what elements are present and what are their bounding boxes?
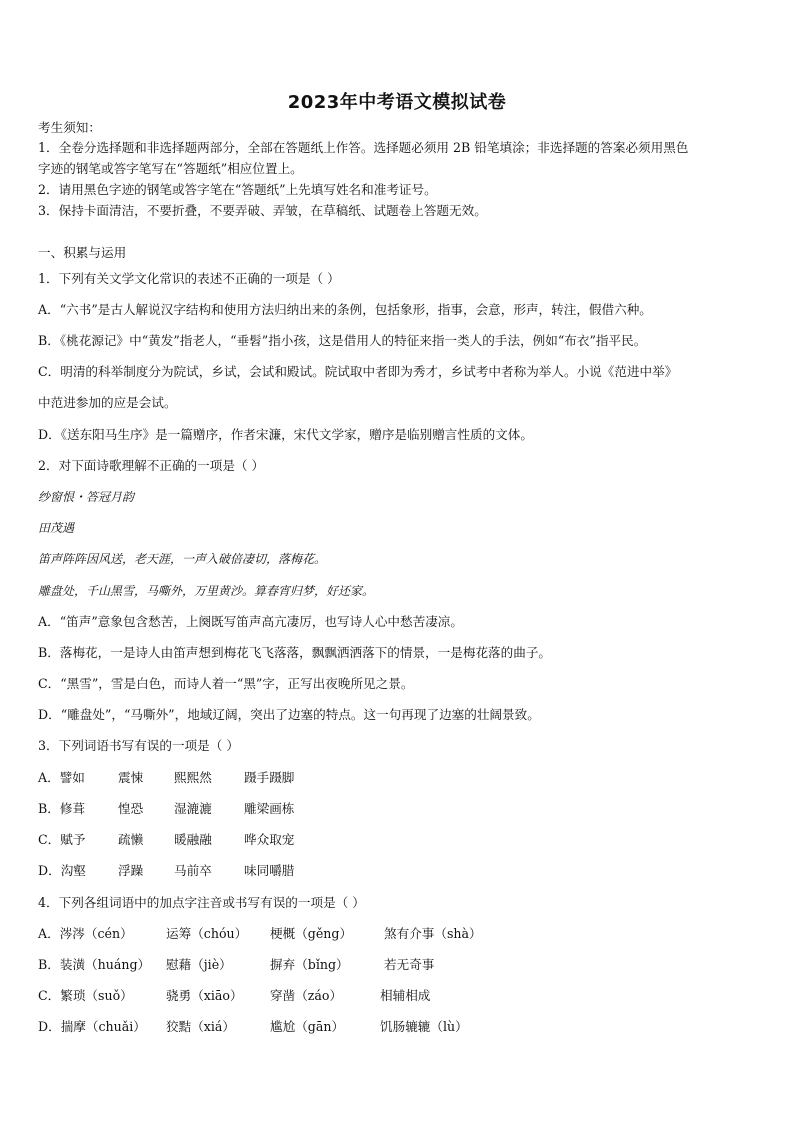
q3-d-word-2: 浮躁 (118, 863, 144, 878)
q1-option-b: B．《桃花源记》中“黄发”指老人，“垂髫”指小孩，这是借用人的特征来指一类人的手法，例如“布衣”指平民。 (38, 333, 647, 348)
q4-b-word-1: B．装潢（huáng） (38, 957, 151, 972)
q4-b-word-3: 摒弃（bǐng） (270, 957, 349, 972)
q4-stem: 4．下列各组词语中的加点字注音或书写有误的一项是（ ） (38, 895, 365, 910)
q4-a-word-3: 梗概（gěng） (270, 926, 353, 941)
q4-d-word-2: 狡黠（xiá） (166, 1019, 236, 1034)
q4-d-word-1: D．揣摩（chuǎi） (38, 1019, 146, 1034)
q2-option-c: C．“黑雪”，雪是白色，而诗人着一“黑”字，正写出夜晚所见之景。 (38, 676, 414, 691)
q1-option-c: C．明清的科举制度分为院试，乡试，会试和殿试。院试取中者即为秀才，乡试考中者称为举人。小说《范进中举》 (38, 364, 678, 379)
notice-item-1: 1．全卷分选择题和非选择题两部分，全部在答题纸上作答。选择题必须用 2B 铅笔填涂；非选择题的答案必须用黑色 (38, 140, 689, 155)
q3-b-word-1: B．修葺 (38, 801, 86, 816)
q2-option-b: B．落梅花，一是诗人由笛声想到梅花飞飞落落，飘飘洒洒落下的情景，一是梅花落的曲子。 (38, 645, 552, 660)
q4-b-word-2: 慰藉（jiè） (166, 957, 232, 972)
poem-author: 田茂遇 (38, 521, 75, 535)
notice-heading: 考生须知： (38, 120, 101, 135)
q3-a-word-2: 震悚 (118, 770, 144, 785)
q2-stem: 2．对下面诗歌理解不正确的一项是（ ） (38, 458, 265, 473)
exam-title: 2023年中考语文模拟试卷 (287, 92, 507, 113)
q3-b-word-4: 雕梁画栋 (244, 801, 295, 816)
q4-c-word-3: 穿凿（záo） (270, 988, 343, 1003)
poem-line-1: 笛声阵阵因风送，老天涯，一声入破倍凄切，落梅花。 (38, 552, 327, 566)
q3-a-word-3: 熙熙然 (174, 770, 212, 785)
q3-d-word-4: 味同嚼腊 (244, 863, 295, 878)
q3-a-word-4: 蹑手蹑脚 (244, 770, 295, 785)
notice-item-1-cont: 字迹的钢笔或答字笔写在“答题纸”相应位置上。 (38, 161, 303, 176)
q3-b-word-3: 湿漉漉 (174, 801, 212, 816)
q1-stem: 1．下列有关文学文化常识的表述不正确的一项是（ ） (38, 271, 340, 286)
q2-option-d: D．“雕盘处”，“马嘶外”，地域辽阔，突出了边塞的特点。这一句再现了边塞的壮阔景致。 (38, 707, 540, 722)
q4-c-word-2: 骁勇（xiāo） (166, 988, 243, 1003)
q3-c-word-4: 哗众取宠 (244, 832, 295, 847)
q1-option-a: A．“六书”是古人解说汉字结构和使用方法归纳出来的条例，包括象形，指事，会意，形声，转注，假借六种。 (38, 302, 652, 317)
q3-c-word-3: 暖融融 (174, 832, 212, 847)
notice-item-2: 2．请用黑色字迹的钢笔或答字笔在“答题纸”上先填写姓名和准考证号。 (38, 182, 437, 197)
q3-d-word-3: 马前卒 (174, 863, 212, 878)
q3-b-word-2: 惶恐 (118, 801, 144, 816)
notice-item-3: 3．保持卡面清洁，不要折叠，不要弄破、弄皱，在草稿纸、试题卷上答题无效。 (38, 203, 487, 218)
q1-option-d: D．《送东阳马生序》是一篇赠序，作者宋濂，宋代文学家，赠序是临别赠言性质的文体。 (38, 427, 533, 442)
q4-a-word-4: 煞有介事（shà） (384, 926, 482, 941)
q2-option-a: A．“笛声”意象包含愁苦，上阕既写笛声高亢凄厉，也写诗人心中愁苦凄凉。 (38, 614, 463, 629)
q4-a-word-1: A．涔涔（cén） (38, 926, 133, 941)
q1-option-c-cont: 中范进参加的应是会试。 (38, 395, 177, 410)
q4-c-word-1: C．繁琐（suǒ） (38, 988, 133, 1003)
q3-c-word-1: C．赋予 (38, 832, 86, 847)
poem-line-2: 雕盘处，千山黑雪，马嘶外，万里黄沙。算春宵归梦，好还家。 (38, 584, 375, 598)
q4-d-word-4: 饥肠辘辘（lù） (380, 1019, 468, 1034)
q4-b-word-4: 若无奇事 (384, 957, 435, 972)
q4-a-word-2: 运筹（chóu） (166, 926, 248, 941)
q4-d-word-3: 尴尬（gān） (270, 1019, 345, 1034)
q4-c-word-4: 相辅相成 (380, 988, 431, 1003)
poem-title: 纱窗恨・答冠月韵 (38, 490, 135, 504)
q3-d-word-1: D．沟壑 (38, 863, 86, 878)
q3-c-word-2: 疏懒 (118, 832, 144, 847)
q3-a-word-1: A．譬如 (38, 770, 85, 785)
section-heading: 一、积累与运用 (38, 245, 127, 260)
q3-stem: 3．下列词语书写有误的一项是（ ） (38, 738, 239, 753)
